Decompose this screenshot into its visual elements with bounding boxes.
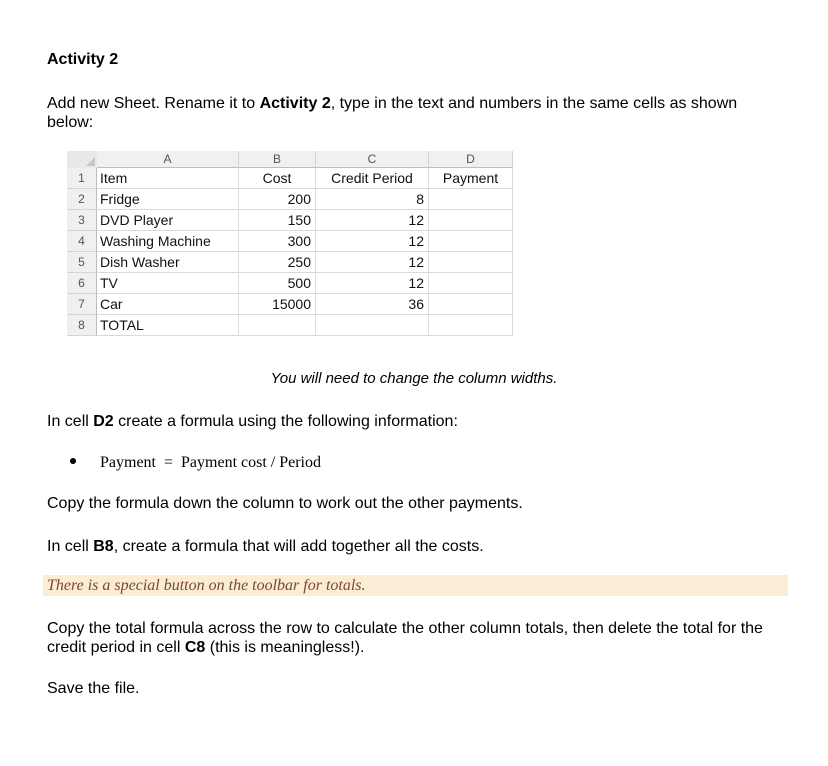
spreadsheet-image xyxy=(67,151,513,343)
row-header: 1 xyxy=(67,168,97,189)
cell-b6: 500 xyxy=(239,273,316,294)
row-header: 5 xyxy=(67,252,97,273)
column-header-a: A xyxy=(97,151,239,168)
bullet-icon xyxy=(70,458,76,464)
intro-bold: Activity 2 xyxy=(259,95,331,112)
b8-text-1: In cell xyxy=(47,538,94,555)
cell-d2 xyxy=(429,189,513,210)
row-header: 6 xyxy=(67,273,97,294)
cell-b7: 15000 xyxy=(239,294,316,315)
cell-d5 xyxy=(429,252,513,273)
column-header-d: D xyxy=(429,151,513,168)
copy-total-instruction xyxy=(47,619,787,657)
cell-c2: 8 xyxy=(316,189,429,210)
cell-b3: 150 xyxy=(239,210,316,231)
intro-text-2: , type in the text and numbers in the same cells as shown below: xyxy=(47,95,738,131)
b8-instruction xyxy=(47,537,484,556)
copy-total-text-2: (this is meaningless!). xyxy=(205,639,365,656)
copy-total-bold: C8 xyxy=(184,639,206,656)
cell-a4: Washing Machine xyxy=(97,231,239,252)
cell-d3 xyxy=(429,210,513,231)
cell-a5: Dish Washer xyxy=(97,252,239,273)
formula-bullet xyxy=(70,454,321,472)
cell-b2: 200 xyxy=(239,189,316,210)
cell-c1: Credit Period xyxy=(316,168,429,189)
row-header: 4 xyxy=(67,231,97,252)
cell-d1: Payment xyxy=(429,168,513,189)
d2-text-1: In cell xyxy=(47,413,94,430)
cell-a1: Item xyxy=(97,168,239,189)
cell-d4 xyxy=(429,231,513,252)
cell-c4: 12 xyxy=(316,231,429,252)
cell-c5: 12 xyxy=(316,252,429,273)
cell-c6: 12 xyxy=(316,273,429,294)
formula-text: Payment = Payment cost / Period xyxy=(100,454,321,471)
row-header: 2 xyxy=(67,189,97,210)
column-header-c: C xyxy=(316,151,429,168)
cell-d8 xyxy=(429,315,513,336)
d2-text-2: create a formula using the following information: xyxy=(113,413,458,430)
select-all-corner xyxy=(67,151,97,168)
cell-d7 xyxy=(429,294,513,315)
cell-c8 xyxy=(316,315,429,336)
cell-c3: 12 xyxy=(316,210,429,231)
cell-a3: DVD Player xyxy=(97,210,239,231)
copy-total-text-1: Copy the total formula across the row to calculate the other column totals, then delete the total for the credit period in cell xyxy=(47,620,763,656)
cell-b4: 300 xyxy=(239,231,316,252)
row-header: 3 xyxy=(67,210,97,231)
intro-text-1: Add new Sheet. Rename it to xyxy=(47,95,260,112)
d2-instruction xyxy=(47,412,458,431)
copy-down-instruction: Copy the formula down the column to work out the other payments. xyxy=(47,495,523,512)
row-header: 7 xyxy=(67,294,97,315)
cell-c7: 36 xyxy=(316,294,429,315)
save-instruction: Save the file. xyxy=(47,680,140,697)
cell-a6: TV xyxy=(97,273,239,294)
cell-b5: 250 xyxy=(239,252,316,273)
column-width-caption: You will need to change the column widths. xyxy=(270,370,558,387)
cell-a8: TOTAL xyxy=(97,315,239,336)
column-header-b: B xyxy=(239,151,316,168)
b8-bold: B8 xyxy=(93,538,114,555)
cell-a7: Car xyxy=(97,294,239,315)
intro-paragraph xyxy=(47,94,787,132)
cell-b1: Cost xyxy=(239,168,316,189)
d2-bold: D2 xyxy=(93,413,114,430)
cell-a2: Fridge xyxy=(97,189,239,210)
cell-b8 xyxy=(239,315,316,336)
cell-d6 xyxy=(429,273,513,294)
totals-hint: There is a special button on the toolbar for totals. xyxy=(47,577,366,594)
activity-heading: Activity 2 xyxy=(47,51,119,68)
b8-text-2: , create a formula that will add together all the costs. xyxy=(113,538,484,555)
row-header: 8 xyxy=(67,315,97,336)
